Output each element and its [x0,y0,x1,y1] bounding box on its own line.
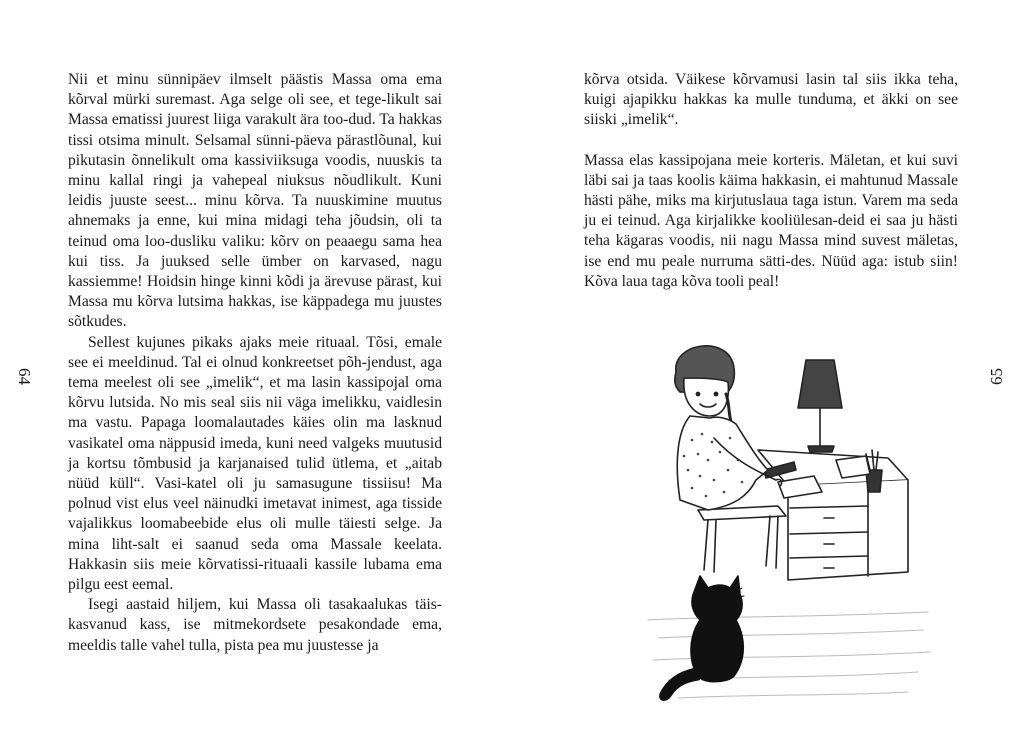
stool [698,506,786,572]
paragraph: kõrva otsida. Väikese kõrvamusi lasin tal siis ikka teha, kuigi ajapikku hakkas ka mulle tunduma, et äkki on see siiski „imelik“. [584,71,958,129]
illustration-girl-at-desk-with-cat [638,320,938,710]
paragraph: Isegi aastaid hiljem, kui Massa oli tasakaalukas täis-kasvanud kass, ise mitmekordsete pesakondade ema, meeldis talle vahel tulla, pista pea mu juustesse ja [68,596,442,654]
girl-figure [675,346,782,510]
paragraph: Massa elas kassipojana meie korteris. Mäletan, et kui suvi läbi sai ja taas koolis käima hakkasin, ei mahtunud Massale hästi pähe, miks ma kirjutuslaua taga istun. Varem ma seda ju ei teinud. Aga kirjalikke kooliülesan-deid ei saa ju hästi teha kägaras voodis, nii nagu Massa mind suvest mäletas, ise end mu peale nurruma sätti-des. Nüüd aga: istub siin! Kõva laua taga kõva tooli peal! [584,151,958,290]
page-number-left: 64 [15,368,34,385]
paragraph: Sellest kujunes pikaks ajaks meie rituaal. Tõsi, emale see ei meeldinud. Tal ei olnud konkreetset põh-jendust, aga tema meelest oli see „imelik“, et ma lasin kassipojal oma kõrvu lutsida. No mis seal siis nii väga imelikku, vaidlesin ma vastu. Papaga loomalautades käies olin ma lasknud vasikatel oma näppusid imeda, kuni need valgeks muutusid ja kortsu tõmbusid ja karjanaised tulid ütlema, et „aitab nüüd küll“. Vasi-katel oli ju samasugune tissiisu! Ma polnud vist elus veel näinudki imetavat inimest, aga tisside vajalikkus loomabeebide elus oli mulle täiesti selge. Ja mina liht-salt ei saanud seda oma Massale keelata. Hakkasin siis meie kõrvatissi-rituaali kassile lubama ema pilgu eest eemal. [68,333,442,594]
floor-shading [648,612,930,698]
paragraph: Nii et minu sünnipäev ilmselt päästis Massa oma ema kõrval mürki suremast. Aga selge oli see, et tege-likult sai Massa ematissi juurest liiga varakult ära too-dud. Ta hakkas tissi otsima minult. Selsamal sünni-päeva pärastlõunal, kui pikutasin õnnelikult oma kassiviiksuga voodis, nuuskis ta minu kallal ringi ja vahepeal niuksus nõudlikult. Kuni leidis juuste seest... minu kõrva. Ta nuuskimine muutus ahnemaks ja enne, kui mina midagi teha jõudsin, oli ta teinud oma loo-dusliku valiku: kõrv on peaaegu sama hea kui tiss. Ja juuksed selle ümber on karvased, nagu kassiemme! Hoidsin hinge kinni kõdi ja ärevuse pärast, kui Massa mu kõrva lutsima hakkas, ise käppadega mu juustes sõtkudes. [68,71,442,331]
lamp-icon [798,360,842,452]
right-page-text [584,70,958,292]
left-page-text [68,70,442,656]
page-number-right: 65 [987,368,1006,385]
right-page [512,0,1024,743]
